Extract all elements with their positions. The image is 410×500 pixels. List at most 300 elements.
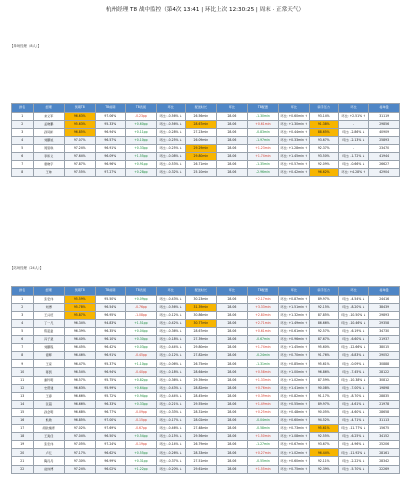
table-cell: 96.62%	[95, 449, 126, 457]
table-cell: 28.45min	[185, 392, 216, 400]
table-cell: 94.52%	[309, 417, 338, 425]
column-header: 接单量	[369, 287, 400, 296]
table-row[interactable]	[12, 144, 400, 152]
table-cell: 28342	[369, 457, 400, 465]
column-header: 接单量	[369, 104, 400, 113]
table-cell: 97.07%	[64, 136, 95, 144]
table-cell: 环比: -0.36% ↓	[156, 376, 185, 384]
table-cell: 41944	[369, 153, 400, 161]
table-cell: +0.10pp	[126, 136, 157, 144]
table-cell: 环比: -0.32% ↓	[156, 169, 185, 177]
table-cell: 环比: -0.56% ↓	[156, 120, 185, 128]
table-cell: -0.76pp	[126, 303, 157, 311]
table-cell: 97.69%	[95, 425, 126, 433]
table-cell: 2	[12, 303, 34, 311]
table-cell: 环比: -5.70% ↓	[338, 465, 369, 473]
table-cell: 28.06	[217, 136, 248, 144]
table-cell: 96.66%	[64, 392, 95, 400]
table-cell: 唐晓宇	[33, 161, 64, 169]
table-cell: 92.15%	[309, 303, 338, 311]
column-header: 配送时长	[185, 104, 216, 113]
table-cell: -0.23pp	[126, 112, 157, 120]
table-cell: 30888	[369, 360, 400, 368]
table-cell: 环比: -4.54% ↓	[338, 295, 369, 303]
table-cell: 丁一凡	[33, 319, 64, 327]
table-row[interactable]	[12, 112, 400, 120]
table-cell: -0.15pp	[126, 417, 157, 425]
table-cell: -0.67pp	[126, 425, 157, 433]
table-cell: 环比: -0.09% ↓	[338, 360, 369, 368]
column-header: 经理	[33, 287, 64, 296]
table-cell: +0.60pp	[126, 120, 157, 128]
table-cell: +3.33min	[247, 303, 278, 311]
table-cell: +1.33min	[247, 376, 278, 384]
table-cell: +2.80min	[247, 311, 278, 319]
manager-table-single	[11, 103, 400, 177]
column-header: T8表现	[126, 104, 157, 113]
table-cell: 28.06	[217, 336, 248, 344]
table-cell: 21937	[369, 336, 400, 344]
table-cell: 周思琪	[33, 144, 64, 152]
table-cell: 96.44%	[309, 449, 338, 457]
table-cell: 28.06	[217, 344, 248, 352]
table-cell: 22269	[369, 465, 400, 473]
table-cell: 96.10%	[95, 336, 126, 344]
table-cell: 环比: -7.45% ↓	[338, 368, 369, 376]
table-cell: 来义军	[33, 112, 64, 120]
table-cell: 王兴旺	[33, 311, 64, 319]
table-cell: 28.64min	[185, 368, 216, 376]
table-cell: 34730	[369, 327, 400, 335]
table-cell: -0.24min	[247, 352, 278, 360]
table-cell: +0.61min	[247, 327, 278, 335]
table-row[interactable]	[12, 400, 400, 408]
table-row[interactable]	[12, 136, 400, 144]
table-cell: 26.79min	[185, 441, 216, 449]
table-cell: +0.94pp	[126, 392, 157, 400]
table-cell: 21	[12, 457, 34, 465]
table-cell: -1.35min	[247, 161, 278, 169]
table-cell: 27.39min	[185, 336, 216, 344]
table-cell: 环比: +1.02min ↑	[279, 449, 310, 457]
table-cell: 15675	[369, 425, 400, 433]
table-cell: 97.64%	[64, 153, 95, 161]
table-row[interactable]	[12, 384, 400, 392]
table-row[interactable]	[12, 161, 400, 169]
table-row[interactable]	[12, 303, 400, 311]
table-cell: +0.82pp	[126, 376, 157, 384]
table-cell: 环比: -0.15% ↓	[156, 433, 185, 441]
table-cell: 环比: -0.42% ↓	[156, 319, 185, 327]
table-cell: 96.40%	[64, 336, 95, 344]
table-cell: +0.33pp	[126, 144, 157, 152]
table-cell: +0.31pp	[126, 457, 157, 465]
column-header: 预期T8	[64, 104, 95, 113]
table-cell: 11	[12, 376, 34, 384]
table-cell: 张忠伟	[33, 441, 64, 449]
table-cell: 96.09%	[95, 153, 126, 161]
table-cell: 环比: -0.37% ↓	[156, 457, 185, 465]
table-cell: 卢亿	[33, 449, 64, 457]
table-cell: 王爽佳	[33, 433, 64, 441]
table-row[interactable]	[12, 417, 400, 425]
table-cell: 环比: -2.13% ↓	[338, 136, 369, 144]
table-cell: 96.94%	[95, 368, 126, 376]
table-row[interactable]	[12, 425, 400, 433]
table-cell: +0.54pp	[126, 433, 157, 441]
table-cell: -0.09pp	[126, 408, 157, 416]
section-label-station: 【站场经理（24人）】	[10, 266, 44, 270]
table-cell: 96.86%	[309, 368, 338, 376]
table-cell: 环比: -0.33% ↓	[156, 408, 185, 416]
table-cell: 28.06	[217, 360, 248, 368]
table-cell: -0.58min	[247, 425, 278, 433]
table-row[interactable]	[12, 368, 400, 376]
table-cell: 环比: -0.46% ↓	[156, 425, 185, 433]
table-cell: 环比: +0.96min ↑	[279, 336, 310, 344]
table-row[interactable]	[12, 311, 400, 319]
table-cell: 96.33%	[95, 400, 126, 408]
table-cell: 28.67min	[185, 327, 216, 335]
table-cell: 18	[12, 433, 34, 441]
column-header: 配送时长	[185, 287, 216, 296]
table-cell: 95.60%	[309, 344, 338, 352]
table-cell: +0.27min	[247, 449, 278, 457]
table-cell: 92.55%	[309, 433, 338, 441]
table-cell: 97.02%	[64, 425, 95, 433]
table-cell: 环比: -0.18% ↓	[156, 336, 185, 344]
table-cell: -1.31min	[247, 360, 278, 368]
table-cell: +2.71min	[247, 319, 278, 327]
table-cell: 96.34%	[64, 319, 95, 327]
table-cell: 25893	[369, 136, 400, 144]
table-cell: 28.06	[217, 295, 248, 303]
table-cell: 环比: +0.42min ↑	[279, 169, 310, 177]
table-cell: 19	[12, 441, 34, 449]
table-cell: 张宏伟	[33, 295, 64, 303]
table-cell: 95.78%	[64, 303, 95, 311]
table-cell: 环比: +0.60min ↑	[279, 417, 310, 425]
table-cell: 25206	[369, 441, 400, 449]
table-cell: 28.06	[217, 352, 248, 360]
table-cell: +0.58min	[247, 368, 278, 376]
table-cell: 29.61min	[185, 465, 216, 473]
table-cell: 89.97%	[309, 400, 338, 408]
table-cell: 环比: +1.32min ↑	[279, 311, 310, 319]
table-cell: 环比: -4.96% ↓	[338, 441, 369, 449]
table-cell: 29.55min	[185, 400, 216, 408]
table-cell: -1.30min	[247, 112, 278, 120]
table-cell: 96.47%	[64, 360, 95, 368]
table-cell: 96.63%	[64, 384, 95, 392]
table-cell: 28.82min	[185, 384, 216, 392]
table-cell: +1.55pp	[126, 153, 157, 161]
table-cell: 13	[12, 392, 34, 400]
table-cell: 8	[12, 169, 34, 177]
table-cell: +0.61min	[247, 120, 278, 128]
table-cell: 环比: -0.18% ↓	[156, 368, 185, 376]
table-cell: 环比: -0.56% ↓	[156, 303, 185, 311]
table-row[interactable]	[12, 360, 400, 368]
table-cell: 12	[12, 384, 34, 392]
table-row[interactable]	[12, 344, 400, 352]
table-cell: 环比: +0.33min ↑	[279, 136, 310, 144]
table-cell: 96.54%	[95, 303, 126, 311]
table-cell: 96.57%	[64, 376, 95, 384]
table-cell: 胡欧楠青	[33, 425, 64, 433]
table-cell: 环比: -7.00% ↓	[338, 384, 369, 392]
table-cell: 环比: -0.44% ↓	[156, 392, 185, 400]
table-row[interactable]	[12, 408, 400, 416]
table-cell: 95.63%	[64, 120, 95, 128]
column-header: T8配置	[247, 287, 278, 296]
table-row[interactable]	[12, 352, 400, 360]
table-cell: 42904	[369, 169, 400, 177]
table-cell: +1.23min	[247, 144, 278, 152]
table-cell: 环比: -12.66% ↓	[338, 344, 369, 352]
table-cell: 冯子楚	[33, 336, 64, 344]
section-label-single: 【单场经理（8人）】	[10, 44, 41, 48]
table-cell: 89.97%	[309, 295, 338, 303]
table-cell: 4	[12, 319, 34, 327]
table-cell: 96.91%	[95, 352, 126, 360]
table-cell: 93.14%	[309, 112, 338, 120]
table-cell: 96.91%	[95, 144, 126, 152]
table-cell: 29893	[369, 311, 400, 319]
table-cell: 28.02min	[185, 417, 216, 425]
table-cell: 环比: -0.26% ↓	[156, 449, 185, 457]
table-cell: 王家	[33, 360, 64, 368]
table-cell: 28.06	[217, 400, 248, 408]
table-cell: 环比: -0.66% ↓	[338, 161, 369, 169]
table-header-row	[12, 287, 400, 296]
column-header: 环比	[338, 104, 369, 113]
table-cell: 环比: -1.72% ↓	[338, 153, 369, 161]
table-cell: 环比: -6.60% ↓	[338, 336, 369, 344]
table-cell: 96.94%	[95, 128, 126, 136]
table-cell: 环比: +0.85min ↑	[279, 360, 310, 368]
table-cell: 93.67%	[309, 136, 338, 144]
table-cell: 31113	[369, 417, 400, 425]
table-cell: 96.50%	[95, 433, 126, 441]
table-cell: 环比: -2.22% ↓	[338, 457, 369, 465]
table-cell: 谭辉	[33, 352, 64, 360]
table-cell: 29856	[369, 120, 400, 128]
table-cell: 19898	[369, 384, 400, 392]
table-cell: +0.91pp	[126, 161, 157, 169]
table-cell: 95.59%	[64, 295, 95, 303]
table-cell: 环比: +0.57min ↑	[279, 161, 310, 169]
table-cell: 91.38%	[309, 120, 338, 128]
table-cell: 96.85%	[64, 128, 95, 136]
table-cell: 环比: -0.14% ↓	[156, 441, 185, 449]
table-cell: 环比: +0.73min ↑	[279, 425, 310, 433]
table-cell: 30812	[369, 376, 400, 384]
table-cell: 28.67min	[185, 120, 216, 128]
table-cell: 29.39min	[185, 376, 216, 384]
table-cell: 环比: -0.43% ↓	[156, 295, 185, 303]
table-cell: 96.46%	[64, 352, 95, 360]
column-header: T8前期	[95, 104, 126, 113]
table-cell: 环比: -0.20% ↓	[156, 465, 185, 473]
table-cell: 24416	[369, 295, 400, 303]
table-cell: 环比: -8.20% ↓	[338, 303, 369, 311]
table-row[interactable]	[12, 392, 400, 400]
table-cell: 97.06%	[95, 112, 126, 120]
table-cell: 环比: -0.06% ↓	[156, 360, 185, 368]
table-cell: +1.10pp	[126, 360, 157, 368]
table-row[interactable]	[12, 336, 400, 344]
table-cell: 环比: +0.55min ↑	[279, 400, 310, 408]
table-row[interactable]	[12, 120, 400, 128]
table-cell: +2.17min	[247, 295, 278, 303]
table-cell: 28.06	[217, 408, 248, 416]
table-cell: 27.82min	[185, 352, 216, 360]
table-cell: 刘鹏程	[33, 344, 64, 352]
table-cell: 29.80min	[185, 153, 216, 161]
column-header: 排名	[12, 104, 34, 113]
column-header: 环比	[338, 287, 369, 296]
table-row[interactable]	[12, 441, 400, 449]
table-cell: 90.05%	[309, 408, 338, 416]
table-cell: +1.49min	[247, 400, 278, 408]
table-cell: 环比: -11.77% ↓	[338, 425, 369, 433]
table-cell: 97.87%	[64, 161, 95, 169]
table-cell: 97.27%	[95, 169, 126, 177]
table-row[interactable]	[12, 128, 400, 136]
table-cell: 87.67%	[309, 336, 338, 344]
table-cell: +0.09pp	[126, 295, 157, 303]
table-cell: 9	[12, 360, 34, 368]
table-cell: 环比: -0.28% ↓	[156, 128, 185, 136]
table-cell: 92.57%	[309, 327, 338, 335]
table-cell: 环比: -0.12% ↓	[156, 311, 185, 319]
table-cell: 29.56min	[185, 433, 216, 441]
table-cell: 97.24%	[95, 441, 126, 449]
table-cell: 28835	[369, 392, 400, 400]
table-cell: 96.99%	[95, 457, 126, 465]
column-header: 经理	[33, 104, 64, 113]
table-cell: 6	[12, 153, 34, 161]
table-cell: 29052	[369, 352, 400, 360]
column-header: 骑手压力	[309, 287, 338, 296]
table-cell: -1.08pp	[126, 311, 157, 319]
page-title: 杭州经理 T8 战中监控（第4次 13:41 | 环比上次 12:30:25 | 周末 · 正常天气）	[105, 7, 305, 13]
table-cell: 29358	[369, 319, 400, 327]
table-cell: 史帮建	[33, 384, 64, 392]
table-row[interactable]	[12, 319, 400, 327]
table-cell: -	[338, 144, 369, 152]
table-row[interactable]	[12, 327, 400, 335]
table-cell: 95.99%	[95, 384, 126, 392]
table-cell: -0.19pp	[126, 441, 157, 449]
table-cell: 3	[12, 128, 34, 136]
column-header: 环比	[156, 287, 185, 296]
table-cell: 王春	[33, 392, 64, 400]
table-cell: -0.67min	[247, 336, 278, 344]
table-cell: 环比: -6.19% ↓	[338, 327, 369, 335]
table-cell: 95.37%	[95, 360, 126, 368]
table-cell: 28.06	[217, 433, 248, 441]
table-cell: 环比: +1.45min ↑	[279, 344, 310, 352]
table-cell: 环比: -0.43% ↓	[156, 384, 185, 392]
table-cell: 环比: +0.82min ↑	[279, 392, 310, 400]
table-cell: 5	[12, 144, 34, 152]
table-row[interactable]	[12, 169, 400, 177]
table-cell: 环比: +1.02min ↑	[279, 376, 310, 384]
table-cell: 22	[12, 465, 34, 473]
table-cell: +0.28pp	[126, 169, 157, 177]
table-cell: 95.50%	[95, 295, 126, 303]
table-cell: 5	[12, 327, 34, 335]
table-cell: 96.02%	[95, 465, 126, 473]
table-cell: +0.30pp	[126, 336, 157, 344]
table-cell: 31119	[369, 112, 400, 120]
column-header: T8前期	[95, 287, 126, 296]
table-cell: 环比: -11.92% ↓	[338, 449, 369, 457]
table-cell: 环比: -0.08% ↓	[156, 153, 185, 161]
table-cell: 28.06	[217, 144, 248, 152]
table-cell: 27.51min	[185, 457, 216, 465]
table-cell: -0.04min	[247, 417, 278, 425]
table-cell: 28.06	[217, 425, 248, 433]
table-cell: 环比: -4.71% ↓	[338, 417, 369, 425]
table-cell: 88.65%	[309, 128, 338, 136]
table-cell: +0.76min	[247, 384, 278, 392]
table-cell: +0.64pp	[126, 384, 157, 392]
table-row[interactable]	[12, 153, 400, 161]
table-cell: 环比: -6.25% ↓	[338, 433, 369, 441]
column-header: 预期T8	[64, 287, 95, 296]
table-cell: 26.56min	[185, 112, 216, 120]
table-cell: 环比: +1.28min ↑	[279, 144, 310, 152]
table-cell: 96.39%	[64, 327, 95, 335]
table-cell: 28.06	[217, 376, 248, 384]
table-cell: 环比: -0.25% ↓	[156, 144, 185, 152]
table-cell: 28.06	[217, 169, 248, 177]
table-cell: 87.59%	[309, 376, 338, 384]
table-row[interactable]	[12, 465, 400, 473]
table-row[interactable]	[12, 457, 400, 465]
table-row[interactable]	[12, 295, 400, 303]
table-cell: 91.76%	[309, 352, 338, 360]
table-cell: +0.55pp	[126, 449, 157, 457]
table-row[interactable]	[12, 449, 400, 457]
table-cell: 28.06	[217, 120, 248, 128]
table-cell: 环比: -0.12% ↓	[156, 352, 185, 360]
table-cell: 28.06	[217, 311, 248, 319]
table-row[interactable]	[12, 433, 400, 441]
table-cell: 95.61%	[309, 360, 338, 368]
column-header: 环比	[279, 287, 310, 296]
table-cell: 28161	[369, 449, 400, 457]
table-cell: 环比: -0.44% ↓	[156, 344, 185, 352]
table-cell: 1	[12, 112, 34, 120]
table-cell: 环比: +0.75min ↑	[279, 465, 310, 473]
table-cell: 28.06	[217, 417, 248, 425]
table-cell: 26.09min	[185, 136, 216, 144]
table-row[interactable]	[12, 376, 400, 384]
table-cell: +0.04pp	[126, 327, 157, 335]
table-cell: 28.06	[217, 392, 248, 400]
table-cell: 环比: -0.56% ↓	[156, 112, 185, 120]
table-cell: 27.23min	[185, 128, 216, 136]
table-cell: 孙会明	[33, 408, 64, 416]
table-cell: 92.39%	[309, 465, 338, 473]
table-cell: 环比: -6.83% ↓	[338, 352, 369, 360]
table-cell: 29.29min	[185, 144, 216, 152]
table-cell: -1.97min	[247, 136, 278, 144]
